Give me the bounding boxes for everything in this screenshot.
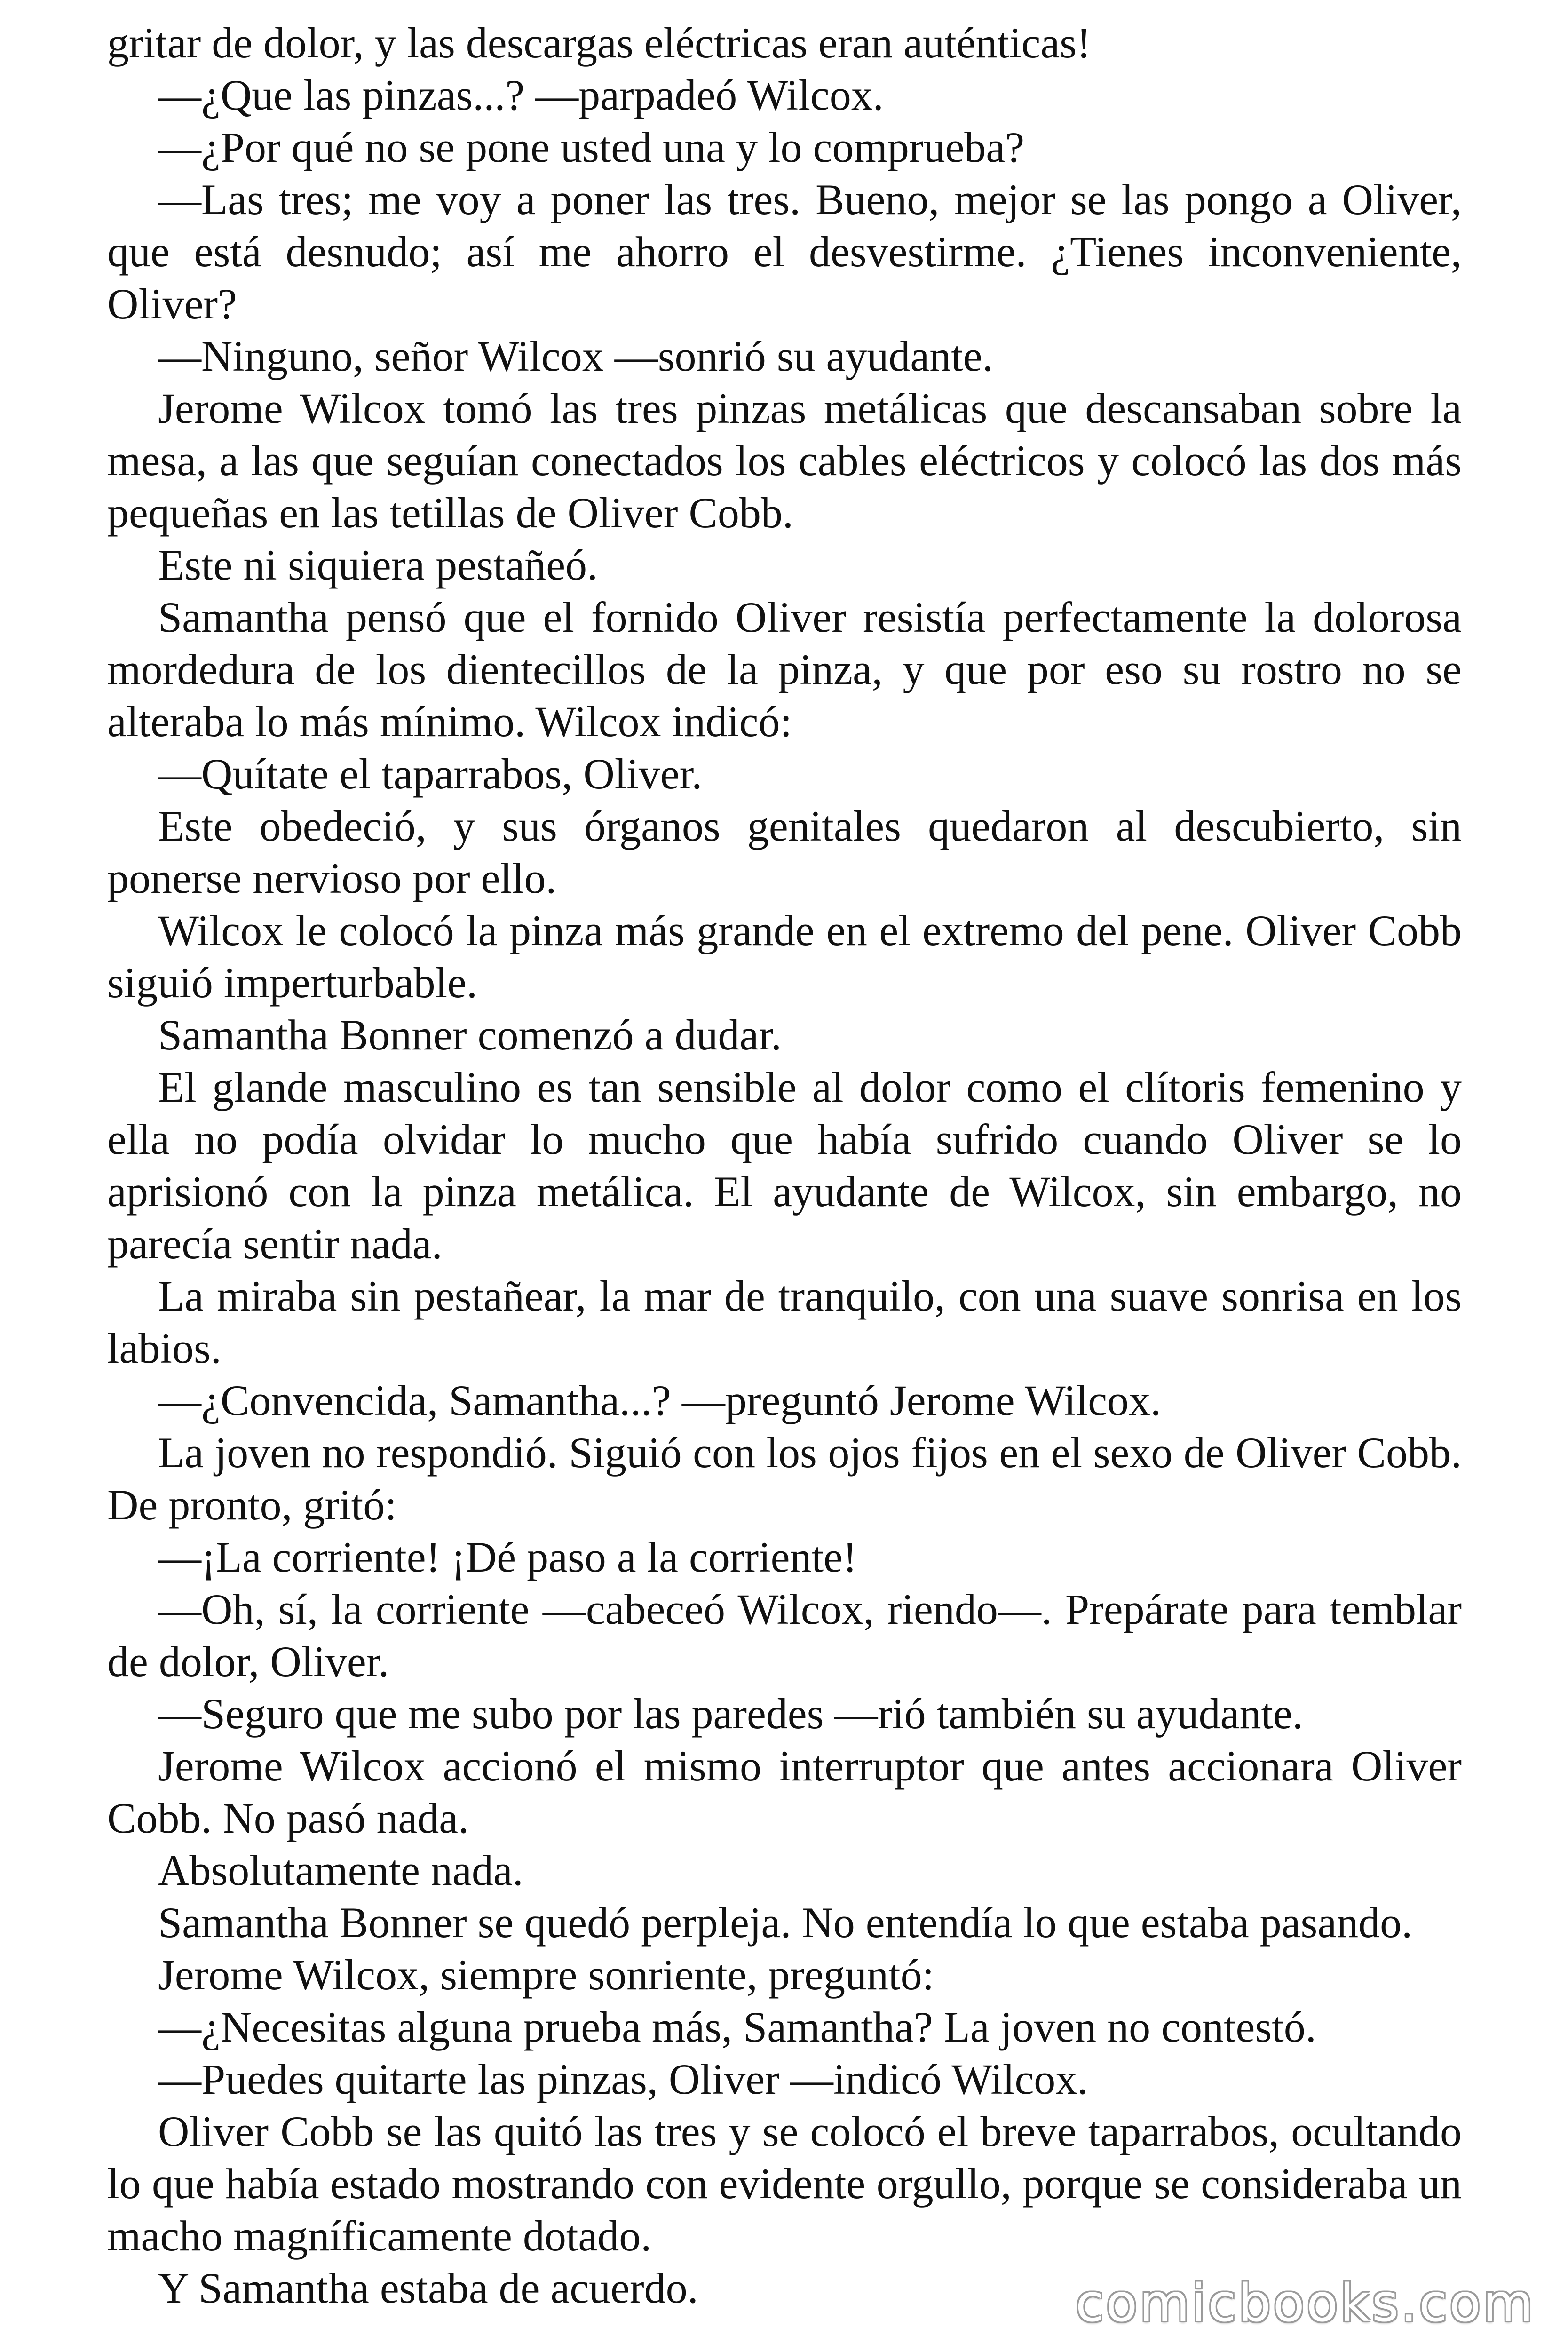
paragraph-4: —Las tres; me voy a poner las tres. Bueno, mejor se las pongo a Oliver, que está desnudo; así me ahorro el desvestirme. ¿Tienes inconveniente, Oliver? [107,175,1462,328]
paragraph-8: Samantha pensó que el fornido Oliver resistía perfectamente la dolorosa mordedura de los dientecillos de la pinza, y que por eso su rostro no se alteraba lo más mínimo. Wilcox indicó: [107,593,1462,746]
paragraph-2: —¿Que las pinzas...? —parpadeó Wilcox. [158,71,884,119]
paragraph-9: —Quítate el taparrabos, Oliver. [158,750,703,798]
paragraph-26: Oliver Cobb se las quitó las tres y se colocó el breve taparrabos, ocultando lo que había estado mostrando con evidente orgullo, porque se consideraba un macho magníficamente dotado. [107,2107,1462,2260]
paragraph-18: —Oh, sí, la corriente —cabeceó Wilcox, riendo—. Prepárate para temblar de dolor, Oliver. [107,1585,1462,1685]
paragraph-16: La joven no respondió. Siguió con los ojos fijos en el sexo de Oliver Cobb. De pronto, gritó: [107,1429,1462,1529]
paragraph-23: Jerome Wilcox, siempre sonriente, preguntó: [158,1951,934,1999]
paragraph-10: Este obedeció, y sus órganos genitales quedaron al descubierto, sin ponerse nervioso por ello. [107,802,1462,902]
paragraph-1: gritar de dolor, y las descargas eléctricas eran auténticas! [107,19,1091,67]
paragraph-27: Y Samantha estaba de acuerdo. [158,2264,698,2312]
paragraph-13: El glande masculino es tan sensible al dolor como el clítoris femenino y ella no podía olvidar lo mucho que había sufrido cuando Oliver se lo aprisionó con la pinza metálica. El ayudante de Wilcox, sin embargo, no parecía sentir nada. [107,1063,1462,1268]
paragraph-11: Wilcox le colocó la pinza más grande en el extremo del pene. Oliver Cobb siguió imperturbable. [107,906,1462,1007]
paragraph-20: Jerome Wilcox accionó el mismo interruptor que antes accionara Oliver Cobb. No pasó nada. [107,1742,1462,1842]
paragraph-5: —Ninguno, señor Wilcox —sonrió su ayudante. [158,332,993,380]
paragraph-22: Samantha Bonner se quedó perpleja. No entendía lo que estaba pasando. [158,1899,1413,1947]
paragraph-15: —¿Convencida, Samantha...? —preguntó Jerome Wilcox. [158,1376,1162,1424]
paragraph-25: —Puedes quitarte las pinzas, Oliver —indicó Wilcox. [158,2055,1088,2103]
paragraph-21: Absolutamente nada. [158,1846,523,1894]
paragraph-17: —¡La corriente! ¡Dé paso a la corriente! [158,1533,857,1581]
paragraph-24: —¿Necesitas alguna prueba más, Samantha? La joven no contestó. [158,2003,1316,2051]
paragraph-3: —¿Por qué no se pone usted una y lo comprueba? [158,123,1025,171]
paragraph-19: —Seguro que me subo por las paredes —rió también su ayudante. [158,1690,1303,1738]
paragraph-14: La miraba sin pestañear, la mar de tranquilo, con una suave sonrisa en los labios. [107,1272,1462,1372]
paragraph-12: Samantha Bonner comenzó a dudar. [158,1011,782,1059]
paragraph-7: Este ni siquiera pestañeó. [158,541,598,589]
watermark: comicbooks.com [1075,2273,1535,2333]
paragraph-6: Jerome Wilcox tomó las tres pinzas metálicas que descansaban sobre la mesa, a las que seguían conectados los cables eléctricos y colocó las dos más pequeñas en las tetillas de Oliver Cobb. [107,384,1462,537]
page-text [107,17,1462,2314]
